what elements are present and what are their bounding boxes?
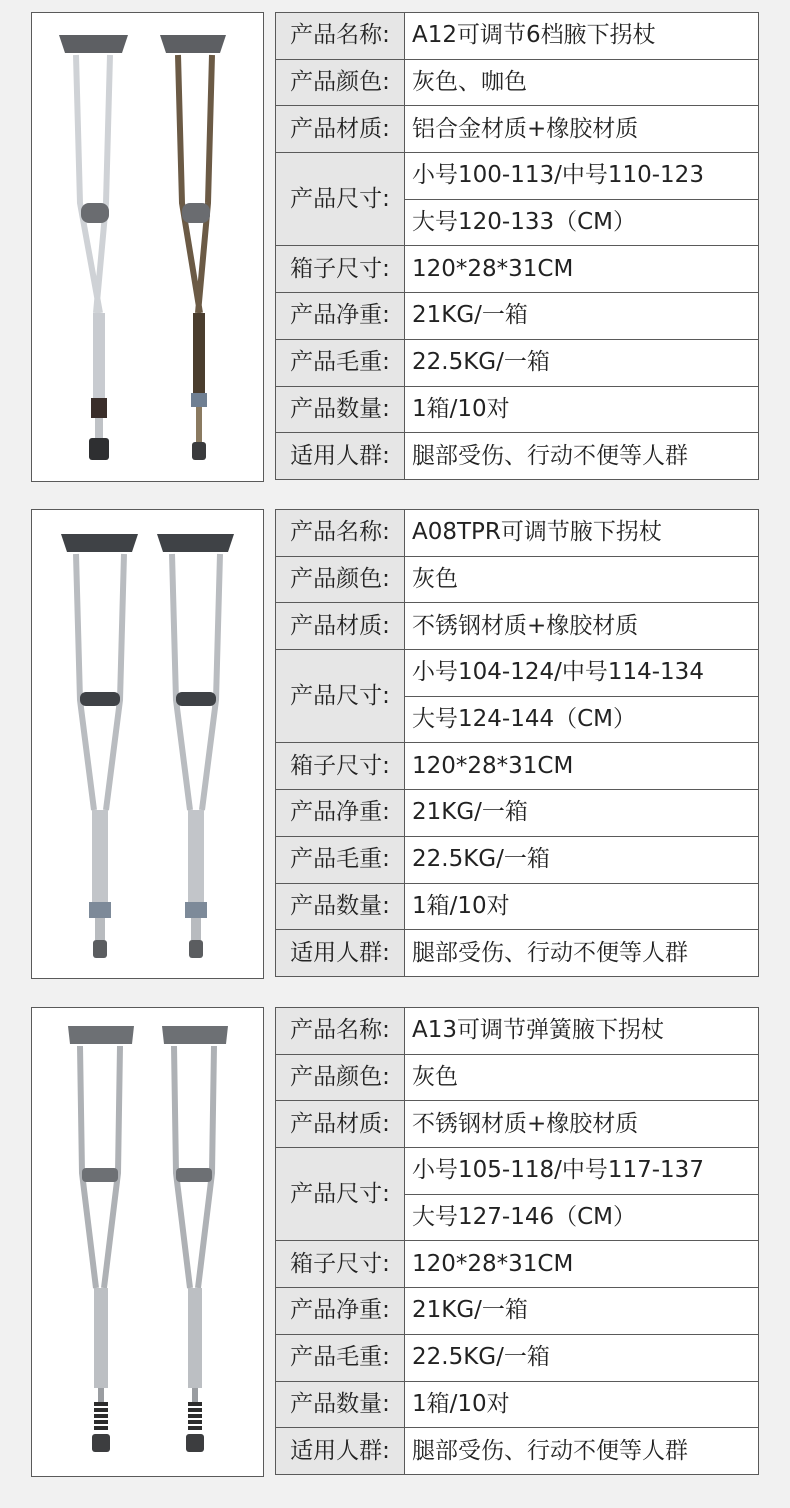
- crutch-right-icon: [162, 1026, 228, 1452]
- table-row: 产品尺寸: 小号104-124/中号114-134: [276, 650, 759, 697]
- table-row: 适用人群: 腿部受伤、行动不便等人群: [276, 930, 759, 977]
- product-name: A12可调节6档腋下拐杖: [405, 13, 759, 60]
- product-card-a12: [0, 12, 790, 482]
- target-users: 腿部受伤、行动不便等人群: [405, 1428, 759, 1475]
- product-size-line1: 小号100-113/中号110-123: [405, 153, 759, 200]
- spec-table: [275, 12, 759, 480]
- crutch-pair-image: [32, 510, 263, 978]
- table-row: 产品颜色: 灰色: [276, 1054, 759, 1101]
- product-card-a13: [0, 1007, 790, 1477]
- spec-table: [275, 509, 759, 977]
- table-row: 产品数量: 1箱/10对: [276, 386, 759, 433]
- gross-weight: 22.5KG/一箱: [405, 1334, 759, 1381]
- product-size-line1: 小号104-124/中号114-134: [405, 650, 759, 697]
- table-row: 产品名称: A12可调节6档腋下拐杖: [276, 13, 759, 60]
- gross-weight: 22.5KG/一箱: [405, 836, 759, 883]
- net-weight: 21KG/一箱: [405, 1288, 759, 1335]
- table-row: 产品尺寸: 小号105-118/中号117-137: [276, 1148, 759, 1195]
- net-weight: 21KG/一箱: [405, 790, 759, 837]
- target-users: 腿部受伤、行动不便等人群: [405, 930, 759, 977]
- table-row: 产品名称: A13可调节弹簧腋下拐杖: [276, 1008, 759, 1055]
- table-row: 产品颜色: 灰色: [276, 556, 759, 603]
- product-name: A13可调节弹簧腋下拐杖: [405, 1008, 759, 1055]
- table-row: 产品材质: 铝合金材质+橡胶材质: [276, 106, 759, 153]
- table-row: 适用人群: 腿部受伤、行动不便等人群: [276, 1428, 759, 1475]
- table-row: 箱子尺寸: 120*28*31CM: [276, 1241, 759, 1288]
- crutch-left-icon: [61, 534, 138, 958]
- product-size-line2: 大号120-133（CM）: [405, 199, 759, 246]
- crutch-left-icon: [68, 1026, 134, 1452]
- product-material: 不锈钢材质+橡胶材质: [405, 1101, 759, 1148]
- table-row: 产品材质: 不锈钢材质+橡胶材质: [276, 1101, 759, 1148]
- table-row: 适用人群: 腿部受伤、行动不便等人群: [276, 433, 759, 480]
- table-row: 产品毛重: 22.5KG/一箱: [276, 836, 759, 883]
- quantity: 1箱/10对: [405, 1381, 759, 1428]
- table-row: 箱子尺寸: 120*28*31CM: [276, 246, 759, 293]
- crutch-pair-image: [32, 13, 263, 481]
- crutch-right-icon: [157, 534, 234, 958]
- table-row: 箱子尺寸: 120*28*31CM: [276, 743, 759, 790]
- product-material: 铝合金材质+橡胶材质: [405, 106, 759, 153]
- crutch-right-icon: [160, 35, 226, 460]
- table-row: 产品数量: 1箱/10对: [276, 883, 759, 930]
- target-users: 腿部受伤、行动不便等人群: [405, 433, 759, 480]
- product-size-line2: 大号124-144（CM）: [405, 696, 759, 743]
- table-row: 产品净重: 21KG/一箱: [276, 293, 759, 340]
- table-row: 产品名称: A08TPR可调节腋下拐杖: [276, 510, 759, 557]
- product-size-line2: 大号127-146（CM）: [405, 1194, 759, 1241]
- net-weight: 21KG/一箱: [405, 293, 759, 340]
- box-size: 120*28*31CM: [405, 743, 759, 790]
- product-card-a08tpr: [0, 509, 790, 979]
- table-row: 产品净重: 21KG/一箱: [276, 790, 759, 837]
- table-row: 产品尺寸: 小号100-113/中号110-123: [276, 153, 759, 200]
- product-name: A08TPR可调节腋下拐杖: [405, 510, 759, 557]
- gross-weight: 22.5KG/一箱: [405, 339, 759, 386]
- box-size: 120*28*31CM: [405, 246, 759, 293]
- product-material: 不锈钢材质+橡胶材质: [405, 603, 759, 650]
- table-row: 产品毛重: 22.5KG/一箱: [276, 1334, 759, 1381]
- spec-table: [275, 1007, 759, 1475]
- table-row: 产品材质: 不锈钢材质+橡胶材质: [276, 603, 759, 650]
- box-size: 120*28*31CM: [405, 1241, 759, 1288]
- product-color: 灰色: [405, 1054, 759, 1101]
- product-photo: [31, 1007, 264, 1477]
- table-row: 产品颜色: 灰色、咖色: [276, 59, 759, 106]
- crutch-left-icon: [59, 35, 128, 460]
- quantity: 1箱/10对: [405, 386, 759, 433]
- table-row: 产品数量: 1箱/10对: [276, 1381, 759, 1428]
- table-row: 产品净重: 21KG/一箱: [276, 1288, 759, 1335]
- table-row: 产品毛重: 22.5KG/一箱: [276, 339, 759, 386]
- quantity: 1箱/10对: [405, 883, 759, 930]
- product-size-line1: 小号105-118/中号117-137: [405, 1148, 759, 1195]
- product-photo: [31, 12, 264, 482]
- crutch-pair-image: [32, 1008, 263, 1476]
- product-photo: [31, 509, 264, 979]
- product-color: 灰色、咖色: [405, 59, 759, 106]
- product-color: 灰色: [405, 556, 759, 603]
